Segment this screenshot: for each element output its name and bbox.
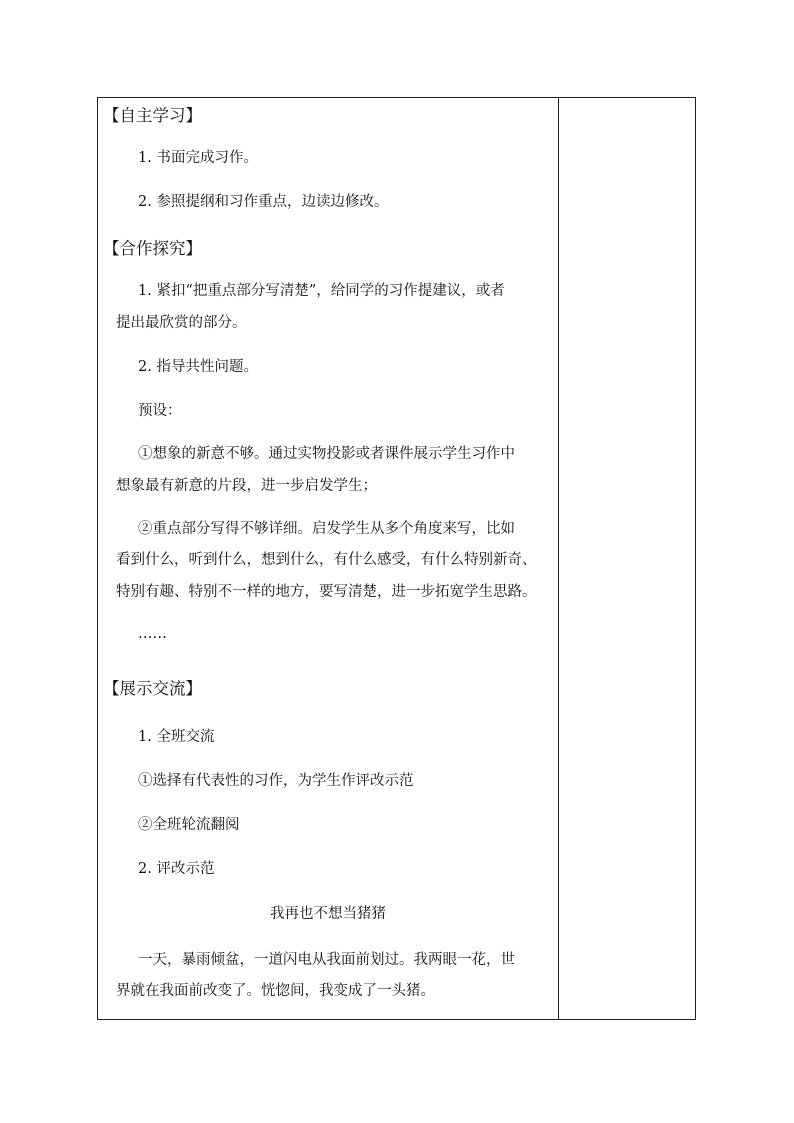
essay-line-2: 界就在我面前改变了。恍惚间，我变成了一头猪。 [116, 983, 435, 999]
self-study-item-1: 1. 书面完成习作。 [138, 150, 258, 166]
exchange-item-2: 2. 评改示范 [138, 861, 215, 877]
exchange-sub-2: ②全班轮流翻阅 [138, 817, 240, 833]
preset-point-2-line-3: 特别有趣、特别不一样的地方，要写清楚，进一步拓宽学生思路。 [116, 584, 537, 600]
self-study-heading: 【自主学习】 [103, 106, 202, 125]
essay-line-1: 一天，暴雨倾盆，一道闪电从我面前划过。我两眼一花，世 [138, 952, 515, 968]
cooperation-heading: 【合作探究】 [103, 239, 202, 258]
cooperation-item-2: 2. 指导共性问题。 [138, 359, 258, 375]
exchange-sub-1: ①选择有代表性的习作，为学生作评改示范 [138, 773, 414, 789]
exchange-item-1: 1. 全班交流 [138, 729, 215, 745]
cooperation-item-1-line-2: 提出最欣赏的部分。 [116, 315, 247, 331]
notes-column [559, 98, 695, 1019]
essay-title: 我再也不想当猪猪 [270, 906, 386, 922]
preset-point-2-line-2: 看到什么，听到什么，想到什么，有什么感受，有什么特别新奇、 [116, 552, 537, 568]
exchange-heading: 【展示交流】 [103, 679, 202, 698]
preset-point-2-line-1: ②重点部分写得不够详细。启发学生从多个角度来写，比如 [138, 521, 515, 537]
preset-point-1-line-1: ①想象的新意不够。通过实物投影或者课件展示学生习作中 [138, 446, 515, 462]
preset-label: 预设： [138, 403, 182, 419]
main-content-column [98, 98, 558, 1019]
lesson-table [97, 97, 696, 1020]
ellipsis: …… [138, 626, 167, 642]
self-study-item-2: 2. 参照提纲和习作重点，边读边修改。 [138, 194, 389, 210]
preset-point-1-line-2: 想象最有新意的片段，进一步启发学生； [116, 478, 377, 494]
cooperation-item-1-line-1: 1. 紧扣“把重点部分写清楚”，给同学的习作提建议，或者 [138, 283, 505, 299]
